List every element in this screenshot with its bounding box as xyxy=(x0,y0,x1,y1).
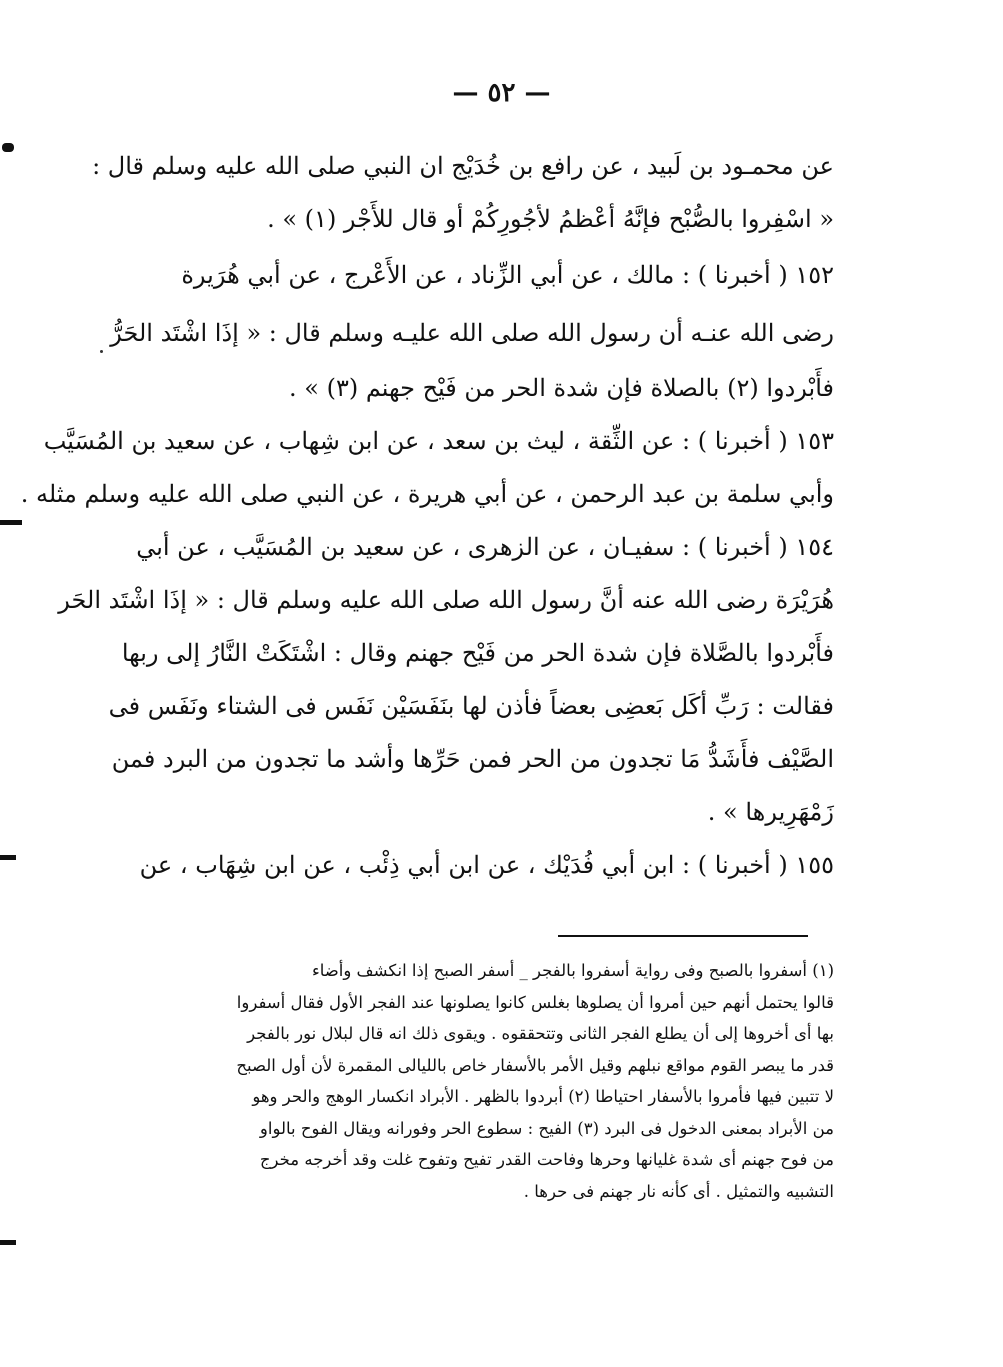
footnote-line: من الأبراد بمعنى الدخول فى البرد (٣) الفيح : سطوع الحر وفورانه ويقال الفوح بالواو xyxy=(259,1118,834,1138)
text-line: « اسْفِروا بالصُّبْح فإنَّهُ أعْظمُ لأجُورِكُمْ أو قال للأَجْر (١) » . xyxy=(267,205,834,233)
footnote-line: من فوح جهنم أى شدة غليانها وحرها وفاحت القدر تفيح وتفوح غلت وقد أخرجه مخرج xyxy=(259,1150,834,1169)
footnote-line: بها أى أخروها إلى أن يطلع الفجر الثانى وتتحققوه . ويقوى ذلك انه قال لبلال نور بالفجر xyxy=(247,1024,834,1043)
margin-mark xyxy=(2,143,14,152)
text-line: وأبي سلمة بن عبد الرحمن ، عن أبي هريرة ، عن النبي صلى الله عليه وسلم مثله . xyxy=(20,480,834,508)
text-line: الصَّيْف فأَشَدُّ مَا تجدون من الحر فمن حَرِّها وأشد ما تجدون من البرد فمن xyxy=(111,745,834,773)
text-line: هُرَيْرَة رضى الله عنه أنَّ رسول الله صلى الله عليه وسلم قال : « إذَا اشْتَد الحَر xyxy=(58,586,834,614)
footnote-line: (١) أسفروا بالصبح وفى رواية أسفروا بالفجر _ أسفر الصبح إذا انكشف وأضاء xyxy=(311,961,834,980)
text-line: ١٥٤ ( أخبرنا ) : سفيـان ، عن الزهرى ، عن سعيد بن المُسَيَّب ، عن أبي xyxy=(136,533,834,561)
text-line: فأَبْردوا (٢) بالصلاة فإن شدة الحر من فَيْح جهنم (٣) » . xyxy=(289,374,834,402)
text-line: ١٥٢ ( أخبرنا ) : مالك ، عن أبي الزِّناد ، عن الأَعْرج ، عن أبي هُرَيرة xyxy=(181,261,834,289)
text-line: ١٥٣ ( أخبرنا ) : عن الثِّقة ، ليث بن سعد ، عن ابن شِهاب ، عن سعيد بن المُسَيَّب xyxy=(43,427,834,455)
margin-mark xyxy=(0,520,22,525)
page-number: — ٥٢ — xyxy=(452,78,551,108)
footnote-line: التشبيه والتمثيل . أى كأنه نار جهنم فى حرها . xyxy=(523,1181,834,1201)
margin-mark xyxy=(0,1240,16,1245)
text-line: رضى الله عنـه أن رسول الله صلى الله عليـه وسلم قال : « إذَا اشْتَد الحَرُّ xyxy=(110,319,834,347)
text-line: عن محمـود بن لَبيد ، عن رافع بن خُدَيْج ان النبي صلى الله عليه وسلم قال : xyxy=(92,152,834,180)
footnote-line: لا تتبين فيها فأمروا بالأسفار احتياطا (٢) أبردوا بالظهر . الأبراد انكسار الوهج والحر وهو xyxy=(252,1087,834,1106)
text-line: فقالت : رَبِّ أكَل بَعضِى بعضاً فأذن لها بنَفَسَيْن نَفَس فى الشتاء ونَفَس فى xyxy=(108,692,834,720)
footnote-line: قالوا يحتمل أنهم حين أمروا أن يصلوها بغلس كانوا يصلونها عند الفجر الأول فقال أسفروا xyxy=(236,992,834,1012)
footnote-line: قدر ما يبصر القوم مواقع نبلهم وقيل الأمر بالأسفار خاص بالليالى المقمرة لأن أول الصبح xyxy=(236,1055,834,1075)
scan-speck xyxy=(100,350,103,353)
main-text xyxy=(20,140,834,892)
text-line: زَمْهَرِيرها » . xyxy=(707,798,834,826)
footnotes xyxy=(112,955,834,1207)
text-line: فأَبْردوا بالصَّلاة فإن شدة الحر من فَيْح جهنم وقال : اشْتَكَتْ النَّارُ إلى ربها xyxy=(121,639,834,667)
footnote-separator xyxy=(558,935,808,937)
margin-mark xyxy=(0,855,16,860)
text-line: ١٥٥ ( أخبرنا ) : ابن أبي فُدَيْك ، عن ابن أبي ذِئْب ، عن ابن شِهَاب ، عن xyxy=(139,851,834,879)
